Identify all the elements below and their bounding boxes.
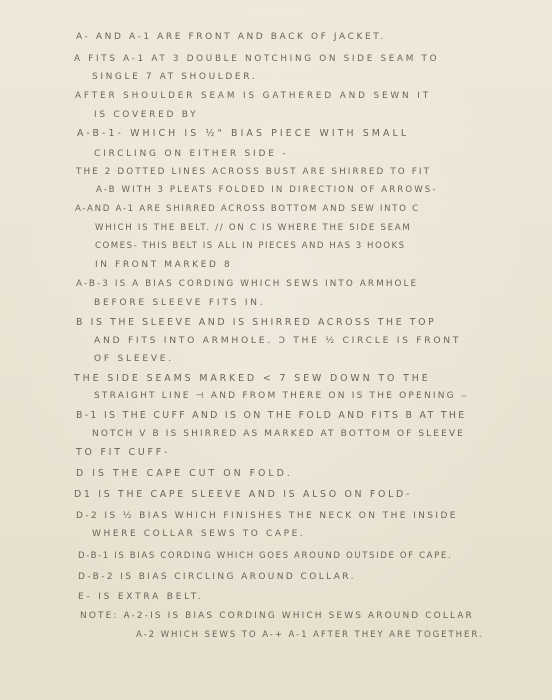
note-line-6: A-B-1- WHICH IS ½" BIAS PIECE WITH SMALL [77,128,410,139]
note-line-12: COMES- THIS BELT IS ALL IN PIECES AND HAS 3 HOOKS [95,241,406,251]
note-line-16: B IS THE SLEEVE AND IS SHIRRED ACROSS THE TOP [76,317,437,328]
note-line-15: BEFORE SLEEVE FITS IN. [94,298,266,308]
note-line-30: E- IS EXTRA BELT. [78,592,204,602]
note-line-13: IN FRONT MARKED 8 [95,260,233,270]
note-line-27: WHERE COLLAR SEWS TO CAPE. [92,529,306,539]
note-line-23: TO FIT CUFF- [76,447,171,458]
note-line-26: D-2 IS ½ BIAS WHICH FINISHES THE NECK ON THE INSIDE [76,511,458,521]
note-line-21: B-1 IS THE CUFF AND IS ON THE FOLD AND FITS B AT THE [76,410,467,421]
note-line-28: D-B-1 IS BIAS CORDING WHICH GOES AROUND OUTSIDE OF CAPE. [78,551,453,561]
note-line-11: WHICH IS THE BELT. // ON C IS WHERE THE SIDE SEAM [95,223,412,233]
note-line-2: A FITS A-1 AT 3 DOUBLE NOTCHING ON SIDE SEAM TO [74,54,440,64]
note-line-24: D IS THE CAPE CUT ON FOLD. [76,468,293,479]
note-line-18: OF SLEEVE. [94,354,174,364]
note-line-8: THE 2 DOTTED LINES ACROSS BUST ARE SHIRRED TO FIT [76,167,432,177]
note-line-1: A- AND A-1 ARE FRONT AND BACK OF JACKET. [76,32,386,42]
note-line-19: THE SIDE SEAMS MARKED < 7 SEW DOWN TO THE [74,373,431,384]
note-line-9: A-B WITH 3 PLEATS FOLDED IN DIRECTION OF ARROWS- [96,185,438,195]
note-line-5: IS COVERED BY [94,110,199,120]
note-line-29: D-B-2 IS BIAS CIRCLING AROUND COLLAR. [78,572,356,582]
note-line-22: NOTCH V B IS SHIRRED AS MARKED AT BOTTOM OF SLEEVE [92,429,465,439]
note-line-20: STRAIGHT LINE ⊣ AND FROM THERE ON IS THE OPENING ⌢ [94,391,470,401]
note-line-4: AFTER SHOULDER SEAM IS GATHERED AND SEWN IT [75,91,431,101]
note-line-3: SINGLE 7 AT SHOULDER. [92,72,258,82]
note-line-7: CIRCLING ON EITHER SIDE - [94,149,289,159]
note-line-25: D1 IS THE CAPE SLEEVE AND IS ALSO ON FOLD- [74,489,413,500]
note-line-31: NOTE: A-2-IS IS BIAS CORDING WHICH SEWS AROUND COLLAR [80,611,474,621]
note-line-14: A-B-3 IS A BIAS CORDING WHICH SEWS INTO ARMHOLE [76,279,419,289]
note-line-32: A-2 WHICH SEWS TO A-+ A-1 AFTER THEY ARE TOGETHER. [136,630,484,640]
note-line-10: A-AND A-1 ARE SHIRRED ACROSS BOTTOM AND SEW INTO C [75,204,420,214]
note-line-17: AND FITS INTO ARMHOLE. Ↄ THE ½ CIRCLE IS FRONT [94,335,462,346]
